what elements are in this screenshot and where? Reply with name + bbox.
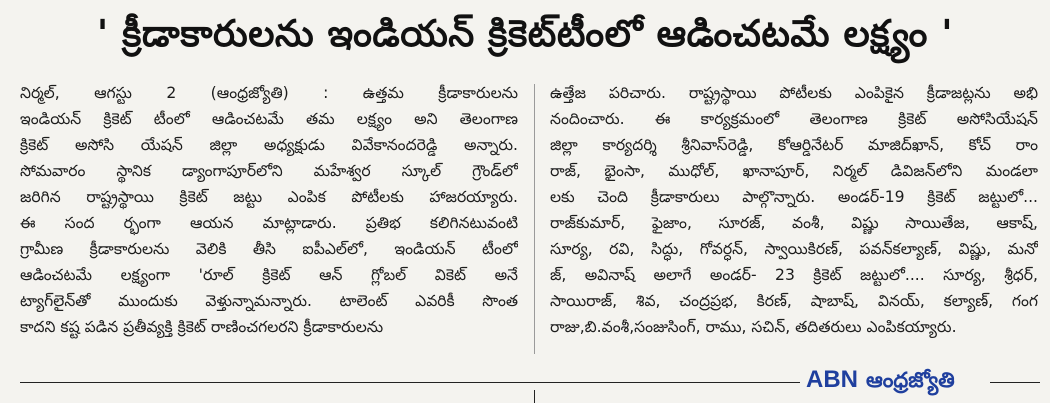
left-column-line: ట్యాగ్‌లైన్‌తో ముందుకు వెళ్తున్నామన్నారు. టాలెంట్ ఎవరికీ సొంత <box>20 292 518 310</box>
headline: ' క్రీడాకారులను ఇండియన్ క్రికెట్‌టీంలో ఆడించటమే లక్ష్యం ' <box>96 12 954 55</box>
left-column-line: గ్రామీణ క్రీడాకారులను వెలికి తీసి ఐపీఎల్‌లో, ఇండియన్ టీంలో <box>20 240 518 258</box>
left-column-line: సోమవారం స్థానిక డ్యాంగాపూర్‌లోని మహేశ్వర స్కూల్ గ్రౌండ్‌లో <box>20 162 518 180</box>
right-column-line: లకు చెంది క్రీడాకారులు పాల్గొన్నారు. అండర్-19 క్రికెట్ జట్టులో... <box>550 188 1038 206</box>
right-column-line: జ్, అవినాష్ అలాగే అండర్- 23 క్రికెట్ జట్టులో.... సూర్య, శ్రీధర్, <box>550 266 1038 284</box>
right-column-line: ఉత్తేజ పరిచారు. రాష్ట్రస్థాయి పోటీలకు ఎంపికైన క్రీడాజట్లను అభి <box>550 84 1038 102</box>
bottom-rule <box>20 382 800 383</box>
right-column-line: జిల్లా కార్యదర్శి శ్రీనివాస్‌రెడ్డి, కోఆర్డినేటర్ మాజిద్‌ఖాన్, కోచ్ రాం <box>550 136 1038 154</box>
logo-name: ఆంధ్రజ్యోతి <box>866 368 955 392</box>
right-column-line: సూర్య, రవి, సిద్ధు, గోవర్ధన్, స్వాయికిరణ్, పవన్‌కల్యాణ్, విష్ణు, మనో <box>550 240 1038 258</box>
left-column-line: క్రికెట్ అసోసి యేషన్ జిల్లా అధ్యక్షుడు వివేకానందరెడ్డి అన్నారు. <box>20 136 518 154</box>
left-column-line: నిర్మల్, ఆగస్టు 2 (ఆంధ్రజ్యోతి) : ఉత్తమ క్రీడాకారులను <box>20 84 518 102</box>
left-column-line: ఆడించటమే లక్ష్యంగా 'రూల్ క్రికెట్ ఆన్ గ్లోబల్ వికెట్ అనే <box>20 266 518 284</box>
right-column-line: రాజు,బి.వంశీ,సంజుసింగ్, రాము, సచిన్, తదితరులు ఎంపికయ్యారు. <box>550 318 957 336</box>
right-column-line: రాజ్, భైంసా, ముధోల్, ఖానాపూర్, నిర్మల్ డివిజన్‌లోని మండలా <box>550 162 1038 180</box>
left-column-line: ఇండియన్ క్రికెట్ టీంలో ఆడించటమే తమ లక్ష్యం అని తెలంగాణ <box>20 110 518 128</box>
bottom-column-divider <box>534 390 535 403</box>
abn-andhrajyothy-logo <box>806 366 955 398</box>
right-column-line: రాజ్‌కుమార్, ఫైజాం, సూరజ్, వంశీ, విష్ణు సాయితేజ, ఆకాష్, <box>550 214 1038 232</box>
right-column-line: సాయిరాజ్, శివ, చంద్రప్రభ, కిరణ్, షాబాష్, వినయ్, కల్యాణ్, గంగ <box>550 292 1038 310</box>
column-divider <box>534 84 535 354</box>
article-column-left <box>20 80 518 340</box>
left-column-line: కాదని కష్ట పడిన ప్రతీవ్యక్తి క్రికెట్ రాణించగలరని క్రీడాకారులను <box>20 318 384 336</box>
logo-abn: ABN <box>806 366 858 393</box>
article-column-right <box>550 80 1038 340</box>
left-column-line: జరిగిన రాష్ట్రస్థాయి క్రికెట్ జట్టు ఎంపిక పోటీలకు హాజరయ్యారు. <box>20 188 518 206</box>
left-column-line: ఈ సంద ర్భంగా ఆయన మాట్లాడారు. ప్రతిభ కలిగినటువంటి <box>20 214 518 232</box>
right-column-line: నందించారు. ఈ కార్యక్రమంలో తెలంగాణ క్రికెట్ అసోసియేషన్ <box>550 110 1038 128</box>
bottom-rule-right <box>990 382 1040 383</box>
